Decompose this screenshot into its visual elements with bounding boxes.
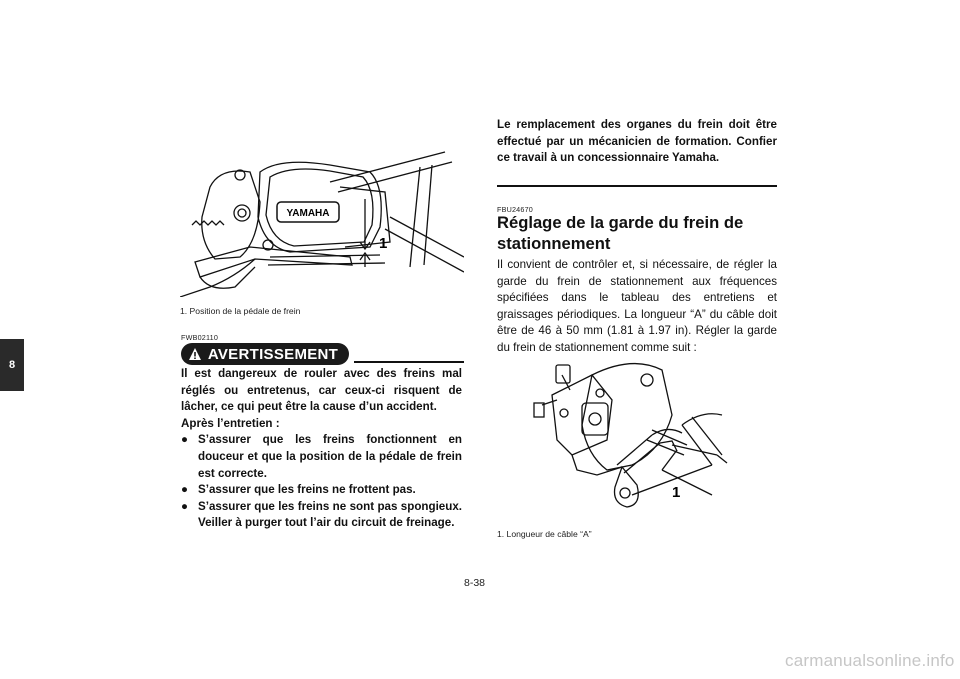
brake-pedal-illustration (180, 147, 464, 297)
bullet-dot: ● (181, 499, 189, 513)
section-tab-label: 8 (8, 359, 16, 371)
warning-text (181, 366, 462, 532)
section-heading: Réglage de la garde du frein de stationnement (497, 213, 744, 253)
warning-after-label: Après l’entretien : (181, 416, 280, 430)
figure1-callout: 1 (379, 235, 388, 252)
page-number: 8-38 (464, 577, 486, 589)
warning-label-text: AVERTISSEMENT (207, 345, 339, 363)
warning-intro: Il est dangereux de rouler avec des freins mal réglés ou entretenus, car ceux-ci risquent de lâcher, ce qui peut être la cause d’un accident. (181, 367, 462, 414)
warning-triangle-icon (188, 347, 202, 361)
warning-rule (354, 361, 464, 363)
section-code: FBU24670 (497, 205, 533, 214)
warning-bullet-text: S’assurer que les freins ne frottent pas. (198, 483, 416, 497)
warning-bullet (181, 432, 462, 482)
warning-code: FWB02110 (181, 333, 219, 342)
figure2-caption: 1. Longueur de câble “A” (497, 529, 592, 539)
section-body: Il convient de contrôler et, si nécessaire, de régler la garde du frein de stationnement aux fréquences spécifiées dans le tableau des entretiens et graissages périodiques. La longueur “A” du câble doit être de 46 à 50 mm (1.81 à 1.97 in). Régler la garde du frein de stationnement comme suit : (497, 258, 777, 354)
yamaha-logo-text: YAMAHA (286, 208, 330, 219)
warning-label (181, 343, 349, 365)
figure1-caption: 1. Position de la pédale de frein (180, 306, 301, 316)
warning-bullet (181, 482, 462, 499)
bullet-dot: ● (181, 433, 189, 447)
parking-brake-cable-illustration (512, 355, 740, 525)
figure2-callout: 1 (672, 484, 681, 501)
section-tab (0, 339, 24, 391)
warning-bullet (181, 499, 462, 532)
note-rule (497, 185, 777, 187)
replacement-note: Le remplacement des organes du frein doit être effectué par un mécanicien de formation. Confier ce travail à un concessionnaire Yamaha. (497, 118, 777, 165)
watermark: carmanualsonline.info (785, 651, 955, 670)
warning-bullet-text: S’assurer que les freins fonctionnent en douceur et que la position de la pédale de frein est correcte. (198, 433, 462, 480)
bullet-dot: ● (181, 483, 189, 497)
warning-bullet-text: S’assurer que les freins ne sont pas spongieux. Veiller à purger tout l’air du circuit de freinage. (198, 499, 462, 530)
